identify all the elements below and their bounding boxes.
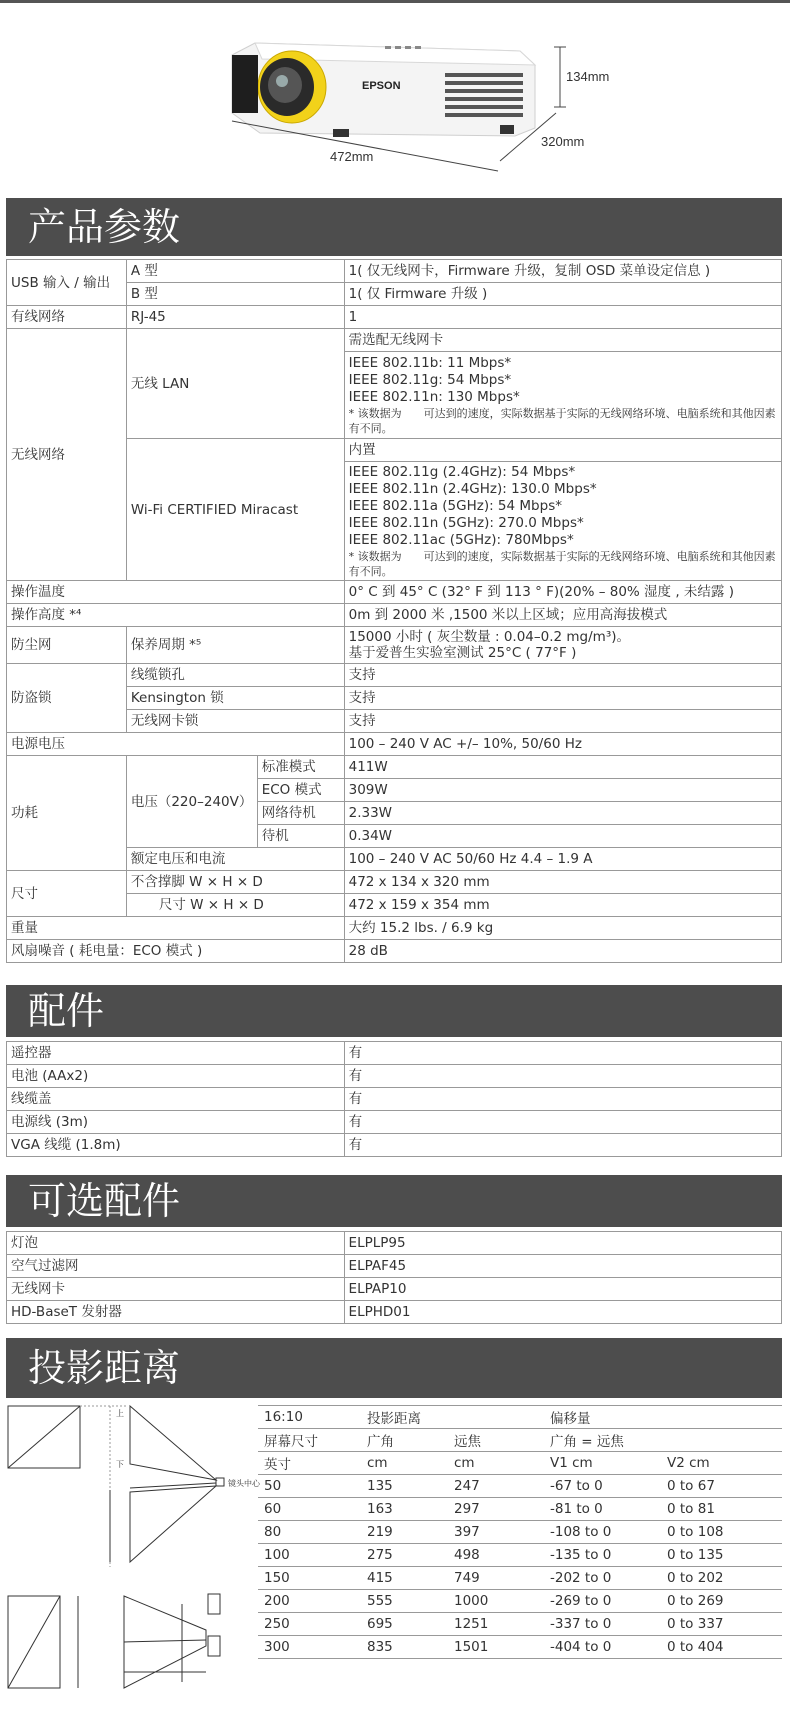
header-offset: 偏移量: [544, 1406, 782, 1429]
lock-cable-value: 支持: [344, 664, 781, 687]
miracast-details: [344, 462, 781, 581]
table-row: [7, 1255, 782, 1278]
mode-standby: 待机: [257, 825, 344, 848]
optional-name: 空气过滤网: [7, 1255, 345, 1278]
cell: 150: [258, 1567, 361, 1590]
header-tele: 远焦: [448, 1429, 544, 1452]
table-row: [7, 1232, 782, 1255]
dim-width: 472mm: [330, 149, 374, 164]
optional-value: ELPLP95: [344, 1232, 781, 1255]
header-cm-tele: cm: [448, 1452, 544, 1475]
mode-standby-value: 0.34W: [344, 825, 781, 848]
cell: 135: [361, 1475, 448, 1498]
dust-value-2: 基于爱普生实验室测试 25°C ( 77°F ): [348, 645, 577, 661]
cell: 100: [258, 1544, 361, 1567]
optional-name: HD-BaseT 发射器: [7, 1301, 345, 1324]
cell: 300: [258, 1636, 361, 1659]
voltage-label: 电压（220–240V）: [126, 756, 257, 848]
cell: 163: [361, 1498, 448, 1521]
dust-label: 防尘网: [7, 627, 127, 664]
noise-label: 风扇噪音 ( 耗电量：ECO 模式 ): [7, 940, 345, 963]
miracast-builtin: 内置: [344, 439, 781, 462]
dust-value-1: 15000 小时 ( 灰尘数量 : 0.04–0.2 mg/m³)。: [348, 629, 630, 645]
size-label: 尺寸: [7, 871, 127, 917]
wlan-b: IEEE 802.11b: 11 Mbps*: [348, 354, 512, 371]
cell: 50: [258, 1475, 361, 1498]
header-throw: 投影距离: [361, 1406, 544, 1429]
cell: 247: [448, 1475, 544, 1498]
weight-label: 重量: [7, 917, 345, 940]
mode-net: 网络待机: [257, 802, 344, 825]
accessory-name: 线缆盖: [7, 1088, 345, 1111]
header-screen: 屏幕尺寸: [258, 1429, 361, 1452]
table-row: [258, 1498, 782, 1521]
noise-value: 28 dB: [344, 940, 781, 963]
throw-diagram-top: [6, 1402, 260, 1572]
cell: 835: [361, 1636, 448, 1659]
size-feet: 尺寸 W × H × D: [126, 894, 344, 917]
table-row: [7, 1278, 782, 1301]
cell: 60: [258, 1498, 361, 1521]
label-down: 下: [116, 1460, 124, 1469]
optional-table: [6, 1231, 782, 1324]
consumption-label: 功耗: [7, 756, 127, 871]
spec-table: [6, 259, 782, 963]
dust-sub: 保养周期 *⁵: [126, 627, 344, 664]
cell: 80: [258, 1521, 361, 1544]
cell: 555: [361, 1590, 448, 1613]
wired-value: 1: [344, 306, 781, 329]
wired-label: 有线网络: [7, 306, 127, 329]
section-title-accessories: 配件: [6, 985, 782, 1037]
table-row: [7, 1065, 782, 1088]
wlan-g: IEEE 802.11g: 54 Mbps*: [348, 371, 512, 388]
weight-value: 大约 15.2 lbs. / 6.9 kg: [344, 917, 781, 940]
mode-eco: ECO 模式: [257, 779, 344, 802]
optional-name: 无线网卡: [7, 1278, 345, 1301]
dim-height: 134mm: [566, 69, 610, 84]
accessories-table: [6, 1041, 782, 1157]
dust-value: [344, 627, 781, 664]
optional-name: 灯泡: [7, 1232, 345, 1255]
section-title-distance: 投影距离: [6, 1338, 782, 1398]
mc-1: IEEE 802.11g (2.4GHz): 54 Mbps*: [348, 463, 576, 480]
cell: 219: [361, 1521, 448, 1544]
table-row: [258, 1636, 782, 1659]
optional-value: ELPAP10: [344, 1278, 781, 1301]
accessory-value: 有: [344, 1042, 781, 1065]
table-row: [258, 1521, 782, 1544]
header-ratio: 16:10: [258, 1406, 361, 1429]
table-row: [7, 1134, 782, 1157]
mc-2: IEEE 802.11n (2.4GHz): 130.0 Mbps*: [348, 480, 597, 497]
power-label: 电源电压: [7, 733, 345, 756]
accessory-value: 有: [344, 1134, 781, 1157]
optional-value: ELPHD01: [344, 1301, 781, 1324]
throw-diagram-bottom: [6, 1590, 256, 1700]
cell: 250: [258, 1613, 361, 1636]
lock-kensington: Kensington 锁: [126, 687, 344, 710]
cell: -135 to 0: [544, 1544, 661, 1567]
cell: -108 to 0: [544, 1521, 661, 1544]
rated-label: 额定电压和电流: [126, 848, 344, 871]
section-title-specs: 产品参数: [6, 198, 782, 256]
mc-5: IEEE 802.11ac (5GHz): 780Mbps*: [348, 531, 574, 548]
table-row: [7, 1088, 782, 1111]
cell: 0 to 67: [661, 1475, 782, 1498]
size-nofeet-value: 472 x 134 x 320 mm: [344, 871, 781, 894]
accessory-name: 电源线 (3m): [7, 1111, 345, 1134]
cell: 397: [448, 1521, 544, 1544]
table-row: [7, 1042, 782, 1065]
cell: -337 to 0: [544, 1613, 661, 1636]
section-title-optional: 可选配件: [6, 1175, 782, 1227]
usb-b-value: 1( 仅 Firmware 升级 ): [344, 283, 781, 306]
table-row: [258, 1590, 782, 1613]
cell: 0 to 135: [661, 1544, 782, 1567]
wired-type: RJ-45: [126, 306, 344, 329]
cell: -67 to 0: [544, 1475, 661, 1498]
table-row: [7, 1111, 782, 1134]
wireless-label: 无线网络: [7, 329, 127, 581]
mode-std: 标准模式: [257, 756, 344, 779]
cell: -202 to 0: [544, 1567, 661, 1590]
alt-label: 操作高度 *⁴: [7, 604, 345, 627]
cell: 749: [448, 1567, 544, 1590]
accessory-name: VGA 线缆 (1.8m): [7, 1134, 345, 1157]
rated-value: 100 – 240 V AC 50/60 Hz 4.4 – 1.9 A: [344, 848, 781, 871]
wlan-note: * 该数据为 可达到的速度，实际数据基于实际的无线网络环境、电脑系统和其他因素有不同。: [348, 406, 776, 435]
cell: -81 to 0: [544, 1498, 661, 1521]
accessory-name: 遥控器: [7, 1042, 345, 1065]
header-v2: V2 cm: [661, 1452, 782, 1475]
header-cm-wide: cm: [361, 1452, 448, 1475]
optional-value: ELPAF45: [344, 1255, 781, 1278]
usb-b-label: B 型: [126, 283, 344, 306]
accessory-name: 电池 (AAx2): [7, 1065, 345, 1088]
cell: 498: [448, 1544, 544, 1567]
product-image: [0, 3, 790, 195]
lock-wireless: 无线网卡锁: [126, 710, 344, 733]
accessory-value: 有: [344, 1111, 781, 1134]
temp-label: 操作温度: [7, 581, 345, 604]
cell: 275: [361, 1544, 448, 1567]
wlan-req: 需选配无线网卡: [344, 329, 781, 352]
header-inch: 英寸: [258, 1452, 361, 1475]
label-up: 上: [116, 1409, 124, 1418]
mode-eco-value: 309W: [344, 779, 781, 802]
lock-kensington-value: 支持: [344, 687, 781, 710]
table-row: [258, 1475, 782, 1498]
cell: -269 to 0: [544, 1590, 661, 1613]
cell: 0 to 202: [661, 1567, 782, 1590]
wlan-details: [344, 352, 781, 439]
wlan-n: IEEE 802.11n: 130 Mbps*: [348, 388, 520, 405]
cell: 0 to 404: [661, 1636, 782, 1659]
distance-table: [258, 1405, 782, 1659]
accessory-value: 有: [344, 1088, 781, 1111]
lock-wireless-value: 支持: [344, 710, 781, 733]
size-nofeet: 不含撑脚 W × H × D: [126, 871, 344, 894]
brand-logo: EPSON: [362, 80, 401, 92]
wlan-label: 无线 LAN: [126, 329, 344, 439]
cell: 200: [258, 1590, 361, 1613]
cell: 415: [361, 1567, 448, 1590]
lock-label: 防盗锁: [7, 664, 127, 733]
miracast-label: Wi-Fi CERTIFIED Miracast: [126, 439, 344, 581]
table-row: [7, 1301, 782, 1324]
lens-center-label: 镜头中心: [228, 1479, 260, 1488]
mc-4: IEEE 802.11n (5GHz): 270.0 Mbps*: [348, 514, 584, 531]
cell: 297: [448, 1498, 544, 1521]
accessory-value: 有: [344, 1065, 781, 1088]
usb-label: USB 输入 / 输出: [7, 260, 127, 306]
cell: 0 to 269: [661, 1590, 782, 1613]
cell: -404 to 0: [544, 1636, 661, 1659]
cell: 0 to 81: [661, 1498, 782, 1521]
power-value: 100 – 240 V AC +/– 10%, 50/60 Hz: [344, 733, 781, 756]
table-row: [258, 1567, 782, 1590]
dim-depth: 320mm: [541, 134, 585, 149]
lock-cable: 线缆锁孔: [126, 664, 344, 687]
usb-a-label: A 型: [126, 260, 344, 283]
mc-3: IEEE 802.11a (5GHz): 54 Mbps*: [348, 497, 562, 514]
cell: 1501: [448, 1636, 544, 1659]
table-row: [258, 1613, 782, 1636]
cell: 695: [361, 1613, 448, 1636]
header-wide: 广角: [361, 1429, 448, 1452]
header-v1: V1 cm: [544, 1452, 661, 1475]
cell: 1251: [448, 1613, 544, 1636]
header-wide-tele: 广角 = 远焦: [544, 1429, 782, 1452]
mode-std-value: 411W: [344, 756, 781, 779]
alt-value: 0m 到 2000 米 ,1500 米以上区域；应用高海拔模式: [344, 604, 781, 627]
cell: 1000: [448, 1590, 544, 1613]
table-row: [258, 1544, 782, 1567]
usb-a-value: 1( 仅无线网卡，Firmware 升级，复制 OSD 菜单设定信息 ): [344, 260, 781, 283]
temp-value: 0° C 到 45° C (32° F 到 113 ° F)(20% – 80% 湿度 , 未结露 ): [344, 581, 781, 604]
projector-illustration: [0, 3, 790, 195]
size-feet-value: 472 x 159 x 354 mm: [344, 894, 781, 917]
mc-note: * 该数据为 可达到的速度，实际数据基于实际的无线网络环境、电脑系统和其他因素有不同。: [348, 549, 776, 578]
cell: 0 to 337: [661, 1613, 782, 1636]
cell: 0 to 108: [661, 1521, 782, 1544]
mode-net-value: 2.33W: [344, 802, 781, 825]
